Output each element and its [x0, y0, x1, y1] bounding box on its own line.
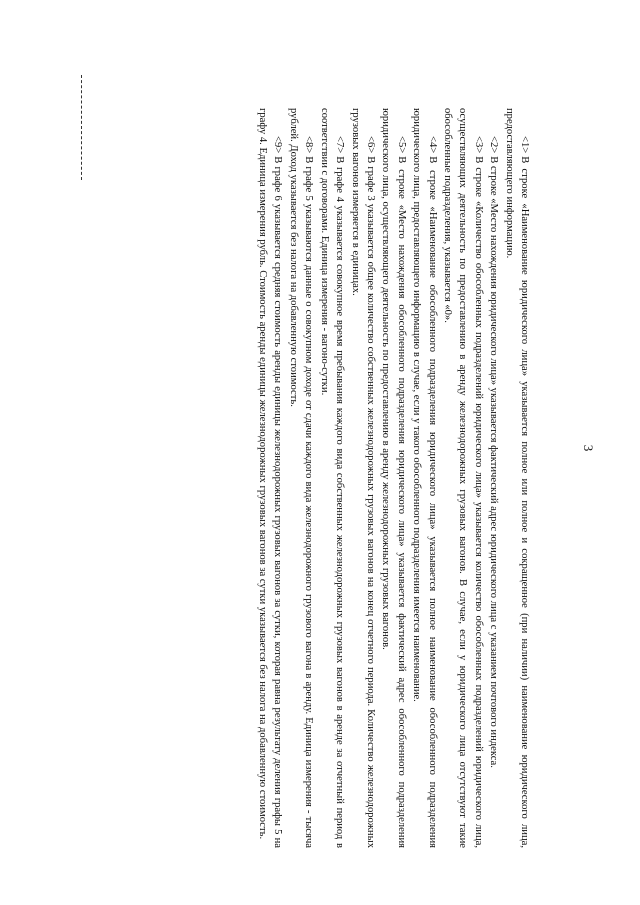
footnote: [255, 108, 286, 848]
footnote-text: В строке «Количество обособленных подразделений юридического лица» указывается количество обособленных подразделений юридического лица, осуществляющих деятельность по предоставлению в аренду железнодорожных грузовых вагонов. В случае, если у юридического лица отсутствуют такие обособленные подразделения, указывается «0».: [441, 108, 484, 848]
footnote-text: В графе 6 указывается средняя стоимость аренды единицы железнодорожных грузовых вагонов за сутки, которая равна результату деления графы 5 на графу 4. Единица измерения рубль. Стоимость аренды единицы железнодорожных грузовых вагонов за сутки указывается без налога на добавленную стоимость.: [257, 108, 284, 848]
page-number: 3: [581, 444, 596, 452]
footnote-mark: <7>: [334, 136, 346, 154]
footnote-text: В графе 5 указываются данные о совокупном доходе от сдачи каждого вида железнодорожного грузового вагона в аренду. Единица измерения - тысяча рублей. Доход указывается без налога на добавленную стоимость.: [287, 108, 315, 848]
footnote-text: В строке «Место нахождения обособленного подразделения юридического лица» указывается фактический адрес обособленного подразделения юридического лица, осуществляющего деятельность по предоставлению в аренду железнодорожных грузовых вагонов.: [380, 108, 407, 848]
footnote: [316, 108, 347, 848]
footnote: [501, 108, 532, 848]
footnote-mark: <4>: [426, 136, 438, 154]
footnote-text: В строке «Наименование обособленного подразделения юридического лица» указывается полное наименование обособленного подразделения юридического лица, предоставляющего информацию в случае, если у такого обособленного подразделения имеется наименование.: [411, 108, 438, 848]
footnote-text: В строке «Наименование юридического лица» указывается полное или полное и сокращенное (при наличии) наименование юридического лица, предоставляющего информацию.: [503, 108, 530, 848]
footnote: [440, 108, 486, 848]
footnote-mark: <2>: [488, 136, 500, 154]
footnote-text: В графе 4 указывается совокупное время пребывания каждого вида собственных железнодорожных грузовых вагонов в аренде за отчетный период в соответствии с договорами. Единица измерения - вагоно-сутки.: [318, 108, 346, 848]
footnote: [486, 108, 501, 848]
footnote-mark: <6>: [364, 136, 376, 154]
footnote-text: В строке «Место нахождения юридического лица» указывается фактический адрес юридического лица с указанием почтового индекса.: [488, 156, 500, 768]
footnote: [286, 108, 317, 848]
footnote-mark: <5>: [395, 136, 407, 154]
footnote-mark: <9>: [272, 136, 284, 154]
footnote: [347, 108, 378, 848]
footnote-mark: <1>: [519, 136, 530, 154]
footnotes: [255, 108, 532, 848]
footnote-mark: <8>: [303, 136, 315, 154]
footnote: [378, 108, 409, 848]
footnote-mark: <3>: [472, 136, 484, 154]
footnote: [409, 108, 440, 848]
footnote-text: В графе 3 указывается общее количество собственных железнодорожных грузовых вагонов на конец отчетного периода. Количество железнодорожных грузовых вагонов измеряется в единицах.: [349, 108, 376, 848]
footnote-separator-line: [81, 75, 82, 180]
